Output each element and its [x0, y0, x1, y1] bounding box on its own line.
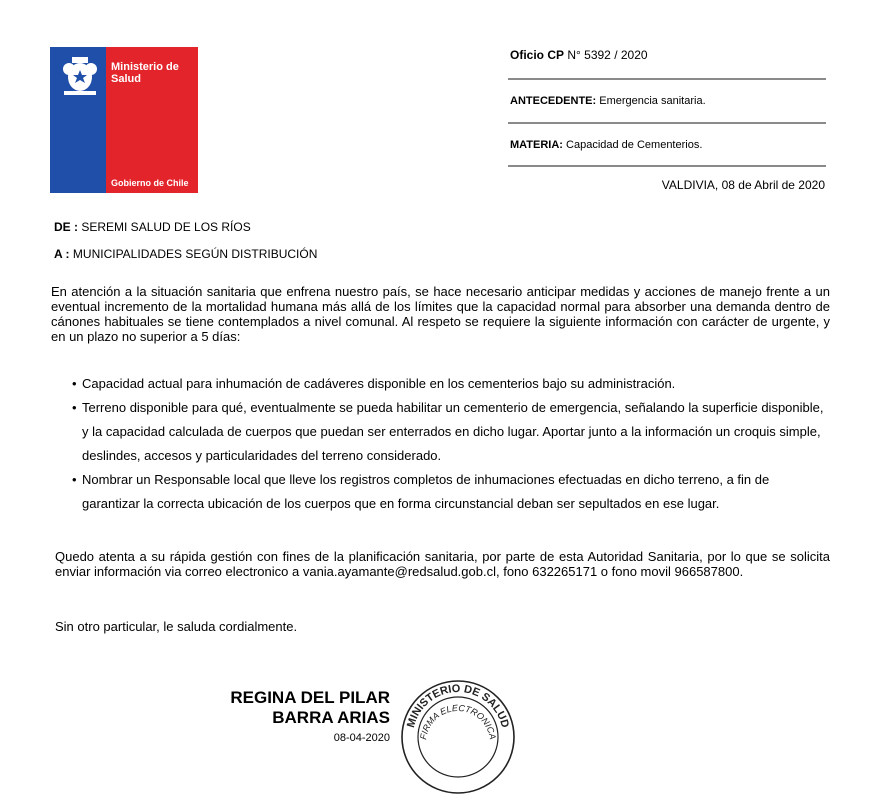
- header-divider: [508, 165, 826, 167]
- oficio-number: N° 5392 / 2020: [567, 48, 648, 62]
- antecedente-label: ANTECEDENTE:: [510, 95, 597, 107]
- electronic-signature-seal-icon: [398, 677, 518, 797]
- from-line: [54, 220, 251, 234]
- bullet-icon: •: [72, 472, 77, 487]
- signer-name-line: REGINA DEL PILAR: [230, 688, 390, 707]
- intro-paragraph: En atención a la situación sanitaria que enfrena nuestro país, se hace necesario anticipar medidas y acciones de manejo frente a un eventual incremento de la mortalidad humana más allá de los límites que la capacidad normal para absorber una demanda dentro de cánones habituales se tiene contemplados a nivel comunal. Al respeto se requiere la siguiente información con carácter de urgente, y en un plazo no superior a 5 días:: [51, 284, 830, 344]
- from-label: DE :: [54, 220, 78, 234]
- svg-text:MINISTERIO DE SALUD: MINISTERIO DE SALUD: [405, 682, 511, 730]
- bullet-icon: •: [72, 376, 77, 391]
- ministry-logo: [50, 47, 198, 193]
- svg-text:FIRMA ELECTRONICA: FIRMA ELECTRONICA: [418, 702, 498, 741]
- header-divider: [508, 78, 826, 80]
- materia-line: [510, 139, 702, 151]
- to-label: A :: [54, 247, 70, 261]
- closing-paragraph: Quedo atenta a su rápida gestión con fines de la planificación sanitaria, por parte de esta Autoridad Sanitaria, por lo que se solicita enviar información via correo electronico a vania.ayamante@redsalud.gob.cl, fono 632265171 o fono movil 966587800.: [55, 549, 830, 579]
- to-value: MUNICIPALIDADES SEGÚN DISTRIBUCIÓN: [72, 247, 318, 261]
- list-item: [51, 468, 830, 516]
- materia-value: Capacidad de Cementerios.: [566, 139, 703, 151]
- logo-ministry-name: Ministerio de Salud: [111, 61, 179, 85]
- logo-blue-panel: [50, 47, 106, 193]
- logo-government-name: Gobierno de Chile: [111, 178, 189, 188]
- bullet-icon: •: [72, 400, 77, 415]
- materia-label: MATERIA:: [510, 139, 563, 151]
- antecedente-line: [510, 95, 706, 107]
- list-item-text: Capacidad actual para inhumación de cadáveres disponible en los cementerios bajo su administración.: [82, 376, 676, 391]
- signer-name: [200, 688, 390, 728]
- list-item: [51, 396, 830, 468]
- coat-of-arms-icon: [56, 51, 104, 99]
- signature-date: 08-04-2020: [333, 732, 390, 744]
- oficio-label: Oficio CP: [510, 48, 565, 62]
- place-date: VALDIVIA, 08 de Abril de 2020: [661, 178, 825, 192]
- oficio-line: [510, 48, 648, 62]
- requirements-list: [51, 372, 830, 516]
- signer-name-line: BARRA ARIAS: [272, 708, 390, 727]
- list-item-text: Terreno disponible para qué, eventualmente se pueda habilitar un cementerio de emergencia, señalando la superficie disponible, y la capacidad calculada de cuerpos que puedan ser enterrados en dicho lugar. Aportar junto a la información un croquis simple, deslindes, accesos y particularidades del terreno considerado.: [82, 400, 824, 463]
- from-value: SEREMI SALUD DE LOS RÍOS: [81, 220, 251, 234]
- list-item-text: Nombrar un Responsable local que lleve los registros completos de inhumaciones efectuadas en dicho terreno, a fin de garantizar la correcta ubicación de los cuerpos que en forma circunstancial deban ser sepultados en ese lugar.: [82, 472, 770, 511]
- list-item: [51, 372, 830, 396]
- to-line: [54, 247, 317, 261]
- header-divider: [508, 122, 826, 124]
- antecedente-value: Emergencia sanitaria.: [599, 95, 706, 107]
- farewell-line: Sin otro particular, le saluda cordialmente.: [55, 619, 298, 634]
